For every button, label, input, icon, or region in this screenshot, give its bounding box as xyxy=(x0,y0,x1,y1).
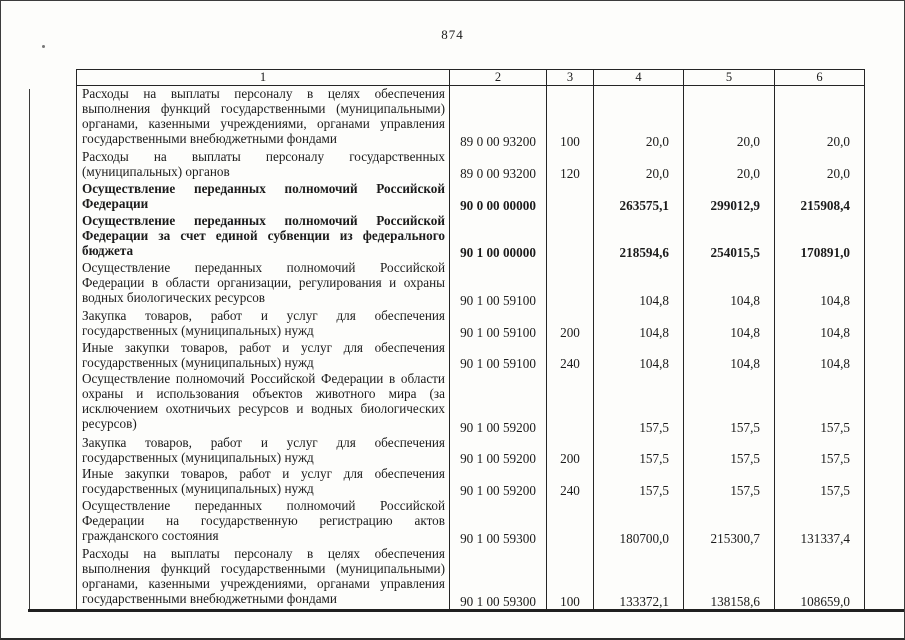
header-cell-2: 2 xyxy=(450,70,547,86)
row-amount-col6: 157,5 xyxy=(775,371,865,434)
row-amount-col6: 108659,0 xyxy=(775,546,865,610)
row-amount-col6: 157,5 xyxy=(775,466,865,498)
row-expense-type-code: 100 xyxy=(547,546,594,610)
page-number: 874 xyxy=(441,27,464,42)
row-amount-col4: 104,8 xyxy=(594,340,684,372)
scan-artifact-left-line xyxy=(29,89,30,611)
table-row xyxy=(77,213,865,261)
header-cell-3: 3 xyxy=(547,70,594,86)
row-expense-type-code: 120 xyxy=(547,149,594,181)
row-amount-col5: 20,0 xyxy=(684,86,775,150)
row-description: Расходы на выплаты персоналу в целях обеспечения выполнения функций государственными (муниципальными) органами, казенными учреждениями, органами управления государственными внебюджетными фондами xyxy=(77,546,450,610)
row-description: Осуществление переданных полномочий Российской Федерации в области организации, регулирования и охраны водных биологических ресурсов xyxy=(77,260,450,308)
row-expense-type-code: 200 xyxy=(547,308,594,340)
row-expense-type-code: 240 xyxy=(547,340,594,372)
row-description: Закупка товаров, работ и услуг для обеспечения государственных (муниципальных) нужд xyxy=(77,308,450,340)
row-expense-type-code xyxy=(547,260,594,308)
row-amount-col5: 157,5 xyxy=(684,466,775,498)
table-row xyxy=(77,466,865,498)
header-cell-5: 5 xyxy=(684,70,775,86)
row-amount-col5: 104,8 xyxy=(684,340,775,372)
row-amount-col5: 104,8 xyxy=(684,308,775,340)
row-amount-col6: 157,5 xyxy=(775,435,865,467)
row-expense-type-code: 100 xyxy=(547,86,594,150)
row-description: Закупка товаров, работ и услуг для обеспечения государственных (муниципальных) нужд xyxy=(77,435,450,467)
row-amount-col5: 254015,5 xyxy=(684,213,775,261)
table-row xyxy=(77,498,865,546)
table-row xyxy=(77,371,865,434)
scan-artifact-bottom-line xyxy=(28,609,905,612)
table-row xyxy=(77,86,865,150)
row-expense-type-code: 200 xyxy=(547,435,594,467)
row-amount-col5: 215300,7 xyxy=(684,498,775,546)
table-row xyxy=(77,435,865,467)
row-expense-type-code xyxy=(547,213,594,261)
row-amount-col6: 104,8 xyxy=(775,308,865,340)
row-description: Расходы на выплаты персоналу в целях обеспечения выполнения функций государственными (муниципальными) органами, казенными учреждениями, органами управления государственными внебюджетными фондами xyxy=(77,86,450,150)
row-classification-code: 90 1 00 59300 xyxy=(450,498,547,546)
row-classification-code: 90 1 00 59200 xyxy=(450,435,547,467)
row-amount-col4: 157,5 xyxy=(594,466,684,498)
row-classification-code: 90 1 00 59200 xyxy=(450,466,547,498)
row-description: Осуществление переданных полномочий Российской Федерации за счет единой субвенции из федерального бюджета xyxy=(77,213,450,261)
table-row xyxy=(77,149,865,181)
row-amount-col6: 215908,4 xyxy=(775,181,865,213)
row-expense-type-code: 240 xyxy=(547,466,594,498)
row-description: Осуществление переданных полномочий Российской Федерации xyxy=(77,181,450,213)
row-amount-col4: 20,0 xyxy=(594,149,684,181)
row-amount-col5: 104,8 xyxy=(684,260,775,308)
row-classification-code: 90 1 00 59100 xyxy=(450,308,547,340)
row-amount-col4: 180700,0 xyxy=(594,498,684,546)
row-amount-col4: 157,5 xyxy=(594,435,684,467)
row-expense-type-code xyxy=(547,371,594,434)
header-cell-6: 6 xyxy=(775,70,865,86)
row-description: Иные закупки товаров, работ и услуг для обеспечения государственных (муниципальных) нужд xyxy=(77,466,450,498)
row-amount-col4: 104,8 xyxy=(594,308,684,340)
row-amount-col5: 299012,9 xyxy=(684,181,775,213)
row-amount-col6: 104,8 xyxy=(775,340,865,372)
row-classification-code: 90 1 00 59300 xyxy=(450,546,547,610)
table-row xyxy=(77,260,865,308)
row-amount-col4: 263575,1 xyxy=(594,181,684,213)
row-expense-type-code xyxy=(547,181,594,213)
row-classification-code: 90 1 00 59100 xyxy=(450,260,547,308)
table-header-row xyxy=(77,70,865,86)
row-amount-col4: 104,8 xyxy=(594,260,684,308)
row-amount-col6: 20,0 xyxy=(775,149,865,181)
row-amount-col4: 157,5 xyxy=(594,371,684,434)
row-amount-col5: 157,5 xyxy=(684,371,775,434)
row-amount-col5: 138158,6 xyxy=(684,546,775,610)
row-amount-col6: 104,8 xyxy=(775,260,865,308)
row-classification-code: 89 0 00 93200 xyxy=(450,86,547,150)
header-cell-4: 4 xyxy=(594,70,684,86)
row-description: Осуществление полномочий Российской Федерации в области охраны и использования объектов животного мира (за исключением охотничьих ресурсов и водных биологических ресурсов) xyxy=(77,371,450,434)
row-amount-col6: 131337,4 xyxy=(775,498,865,546)
row-expense-type-code xyxy=(547,498,594,546)
row-classification-code: 90 1 00 59200 xyxy=(450,371,547,434)
row-description: Иные закупки товаров, работ и услуг для обеспечения государственных (муниципальных) нужд xyxy=(77,340,450,372)
table-row xyxy=(77,546,865,610)
row-amount-col6: 20,0 xyxy=(775,86,865,150)
row-amount-col4: 218594,6 xyxy=(594,213,684,261)
row-amount-col4: 133372,1 xyxy=(594,546,684,610)
row-classification-code: 90 1 00 00000 xyxy=(450,213,547,261)
budget-table xyxy=(76,69,865,609)
row-amount-col4: 20,0 xyxy=(594,86,684,150)
table-row xyxy=(77,308,865,340)
row-classification-code: 90 0 00 00000 xyxy=(450,181,547,213)
table-row xyxy=(77,340,865,372)
row-description: Осуществление переданных полномочий Российской Федерации на государственную регистрацию актов гражданского состояния xyxy=(77,498,450,546)
row-classification-code: 89 0 00 93200 xyxy=(450,149,547,181)
row-amount-col6: 170891,0 xyxy=(775,213,865,261)
row-classification-code: 90 1 00 59100 xyxy=(450,340,547,372)
scan-artifact-speck xyxy=(42,45,45,48)
table-row xyxy=(77,181,865,213)
header-cell-1: 1 xyxy=(77,70,450,86)
row-description: Расходы на выплаты персоналу государственных (муниципальных) органов xyxy=(77,149,450,181)
row-amount-col5: 20,0 xyxy=(684,149,775,181)
row-amount-col5: 157,5 xyxy=(684,435,775,467)
